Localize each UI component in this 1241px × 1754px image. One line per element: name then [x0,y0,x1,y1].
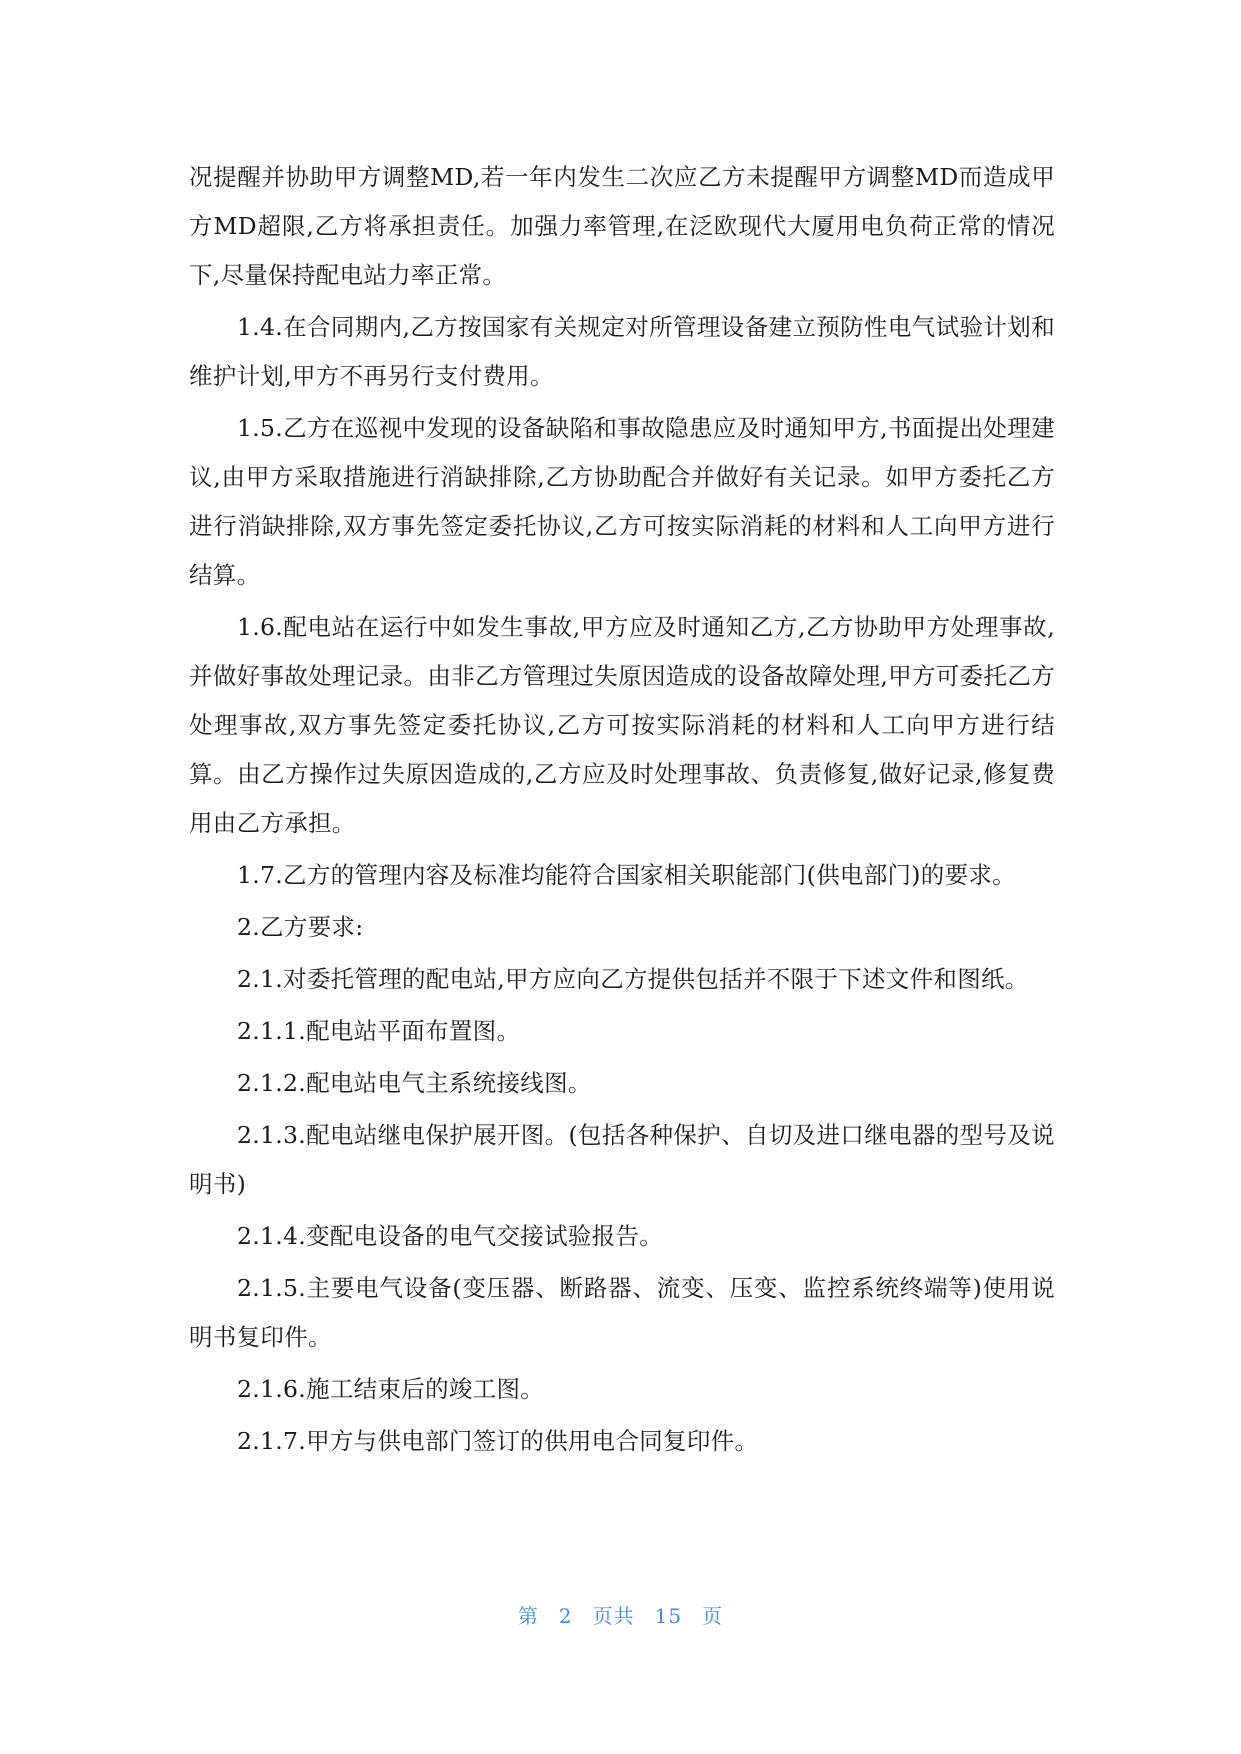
footer-current-page: 2 [558,1604,573,1628]
page-footer [0,1600,1241,1629]
paragraph-11: 2.1.5.主要电气设备(变压器、断路器、流变、压变、监控系统终端等)使用说明书复印件。 [189,1274,1055,1351]
paragraph-2: 1.5.乙方在巡视中发现的设备缺陷和事故隐患应及时通知甲方,书面提出处理建议,由甲方采取措施进行消缺排除,乙方协助配合并做好有关记录。如甲方委托乙方进行消缺排除,双方事先签定委托协议,乙方可按实际消耗的材料和人工向甲方进行结算。 [189,414,1055,589]
footer-middle: 页共 [592,1604,635,1628]
paragraph-12: 2.1.6.施工结束后的竣工图。 [237,1375,545,1403]
paragraph-6: 2.1.对委托管理的配电站,甲方应向乙方提供包括并不限于下述文件和图纸。 [237,965,1029,993]
paragraph-0: 况提醒并协助甲方调整MD,若一年内发生二次应乙方未提醒甲方调整MD而造成甲方MD超限,乙方将承担责任。加强力率管理,在泛欧现代大厦用电负荷正常的情况下,尽量保持配电站力率正常。 [189,163,1055,289]
paragraph-9: 2.1.3.配电站继电保护展开图。(包括各种保护、自切及进口继电器的型号及说明书) [189,1121,1055,1198]
paragraph-7: 2.1.1.配电站平面布置图。 [237,1017,521,1045]
footer-prefix: 第 [517,1604,539,1628]
footer-total-pages: 15 [654,1604,683,1628]
document-body [189,153,1055,1469]
paragraph-13: 2.1.7.甲方与供电部门签订的供用电合同复印件。 [237,1427,759,1455]
paragraph-5: 2.乙方要求: [237,913,364,941]
paragraph-3: 1.6.配电站在运行中如发生事故,甲方应及时通知乙方,乙方协助甲方处理事故,并做好事故处理记录。由非乙方管理过失原因造成的设备故障处理,甲方可委托乙方处理事故,双方事先签定委托协议,乙方可按实际消耗的材料和人工向甲方进行结算。由乙方操作过失原因造成的,乙方应及时处理事故、负责修复,做好记录,修复费用由乙方承担。 [189,613,1055,837]
paragraph-1: 1.4.在合同期内,乙方按国家有关规定对所管理设备建立预防性电气试验计划和维护计划,甲方不再另行支付费用。 [189,313,1055,390]
paragraph-4: 1.7.乙方的管理内容及标准均能符合国家相关职能部门(供电部门)的要求。 [237,861,1016,889]
footer-suffix: 页 [702,1604,724,1628]
paragraph-8: 2.1.2.配电站电气主系统接线图。 [237,1069,592,1097]
paragraph-10: 2.1.4.变配电设备的电气交接试验报告。 [237,1222,664,1250]
